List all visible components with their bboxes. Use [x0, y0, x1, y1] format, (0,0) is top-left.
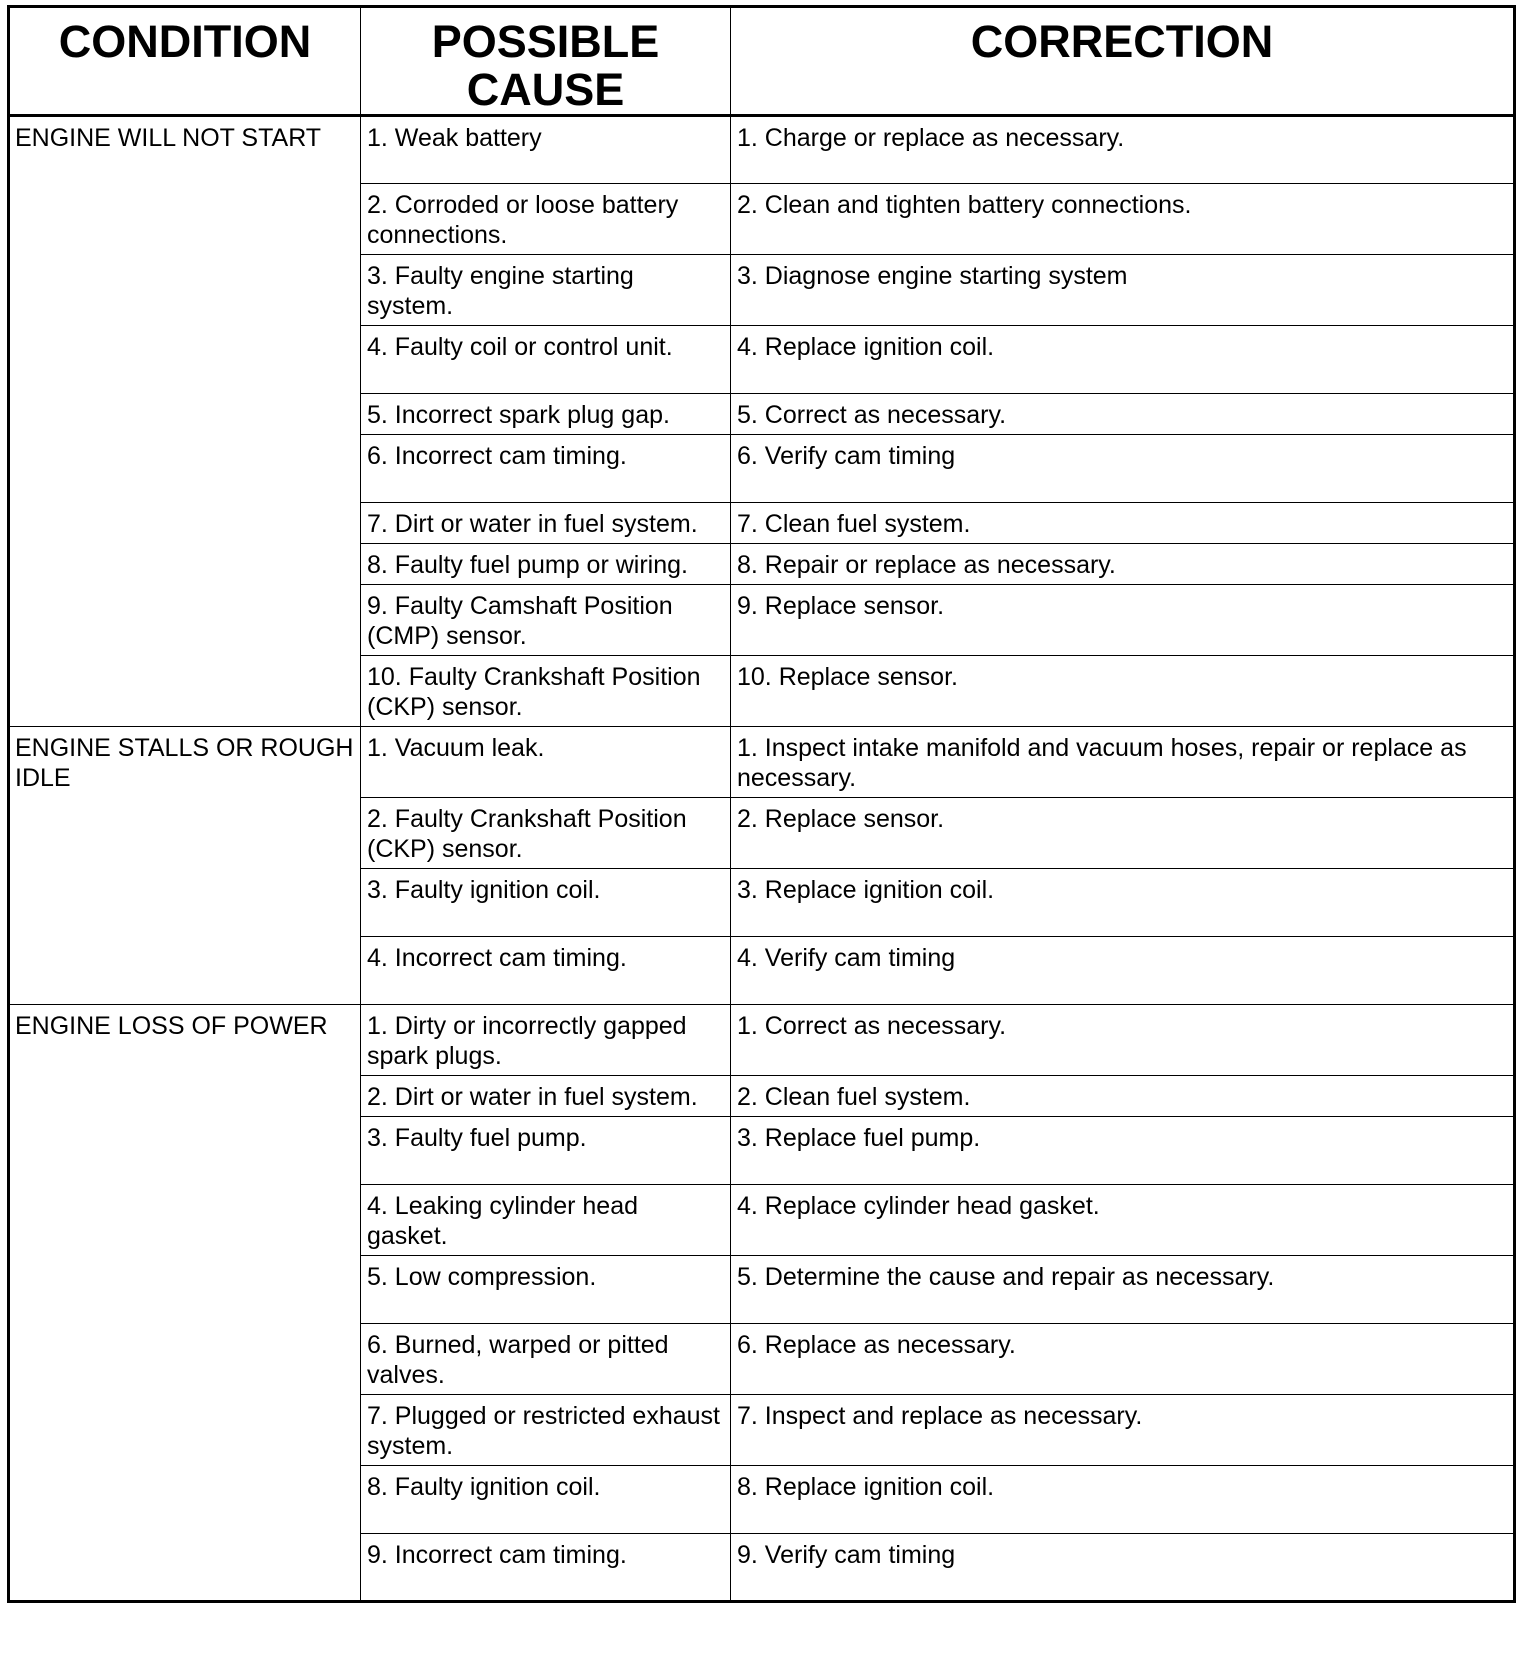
correction-cell: 2. Clean and tighten battery connections.	[731, 184, 1515, 255]
possible-cause-cell: 9. Incorrect cam timing.	[361, 1534, 731, 1602]
condition-cell: ENGINE STALLS OR ROUGH IDLE	[9, 727, 361, 1005]
possible-cause-cell: 4. Incorrect cam timing.	[361, 937, 731, 1005]
header-possible-cause: POSSIBLE CAUSE	[361, 7, 731, 116]
possible-cause-cell: 3. Faulty fuel pump.	[361, 1117, 731, 1185]
correction-cell: 6. Replace as necessary.	[731, 1324, 1515, 1395]
correction-cell: 8. Repair or replace as necessary.	[731, 544, 1515, 585]
table-row	[9, 1005, 1515, 1076]
possible-cause-cell: 1. Weak battery	[361, 116, 731, 184]
header-correction: CORRECTION	[731, 7, 1515, 116]
possible-cause-cell: 8. Faulty fuel pump or wiring.	[361, 544, 731, 585]
condition-cell: ENGINE WILL NOT START	[9, 116, 361, 727]
table-row	[9, 727, 1515, 798]
correction-cell: 2. Clean fuel system.	[731, 1076, 1515, 1117]
correction-cell: 4. Replace ignition coil.	[731, 326, 1515, 394]
correction-cell: 2. Replace sensor.	[731, 798, 1515, 869]
correction-cell: 6. Verify cam timing	[731, 435, 1515, 503]
correction-cell: 7. Inspect and replace as necessary.	[731, 1395, 1515, 1466]
possible-cause-cell: 6. Burned, warped or pitted valves.	[361, 1324, 731, 1395]
correction-cell: 3. Replace ignition coil.	[731, 869, 1515, 937]
possible-cause-cell: 5. Low compression.	[361, 1256, 731, 1324]
possible-cause-cell: 9. Faulty Camshaft Position (CMP) sensor.	[361, 585, 731, 656]
possible-cause-cell: 2. Corroded or loose battery connections.	[361, 184, 731, 255]
correction-cell: 10. Replace sensor.	[731, 656, 1515, 727]
correction-cell: 1. Charge or replace as necessary.	[731, 116, 1515, 184]
correction-cell: 1. Correct as necessary.	[731, 1005, 1515, 1076]
header-condition: CONDITION	[9, 7, 361, 116]
correction-cell: 9. Verify cam timing	[731, 1534, 1515, 1602]
correction-cell: 4. Verify cam timing	[731, 937, 1515, 1005]
header-row	[9, 7, 1515, 116]
correction-cell: 3. Diagnose engine starting system	[731, 255, 1515, 326]
possible-cause-cell: 2. Dirt or water in fuel system.	[361, 1076, 731, 1117]
possible-cause-cell: 8. Faulty ignition coil.	[361, 1466, 731, 1534]
possible-cause-cell: 7. Plugged or restricted exhaust system.	[361, 1395, 731, 1466]
correction-cell: 3. Replace fuel pump.	[731, 1117, 1515, 1185]
correction-cell: 5. Correct as necessary.	[731, 394, 1515, 435]
possible-cause-cell: 10. Faulty Crankshaft Position (CKP) sensor.	[361, 656, 731, 727]
correction-cell: 1. Inspect intake manifold and vacuum hoses, repair or replace as necessary.	[731, 727, 1515, 798]
diagnosis-table	[7, 5, 1516, 1603]
condition-cell: ENGINE LOSS OF POWER	[9, 1005, 361, 1602]
table-body	[9, 116, 1515, 1602]
table-row	[9, 116, 1515, 184]
correction-cell: 7. Clean fuel system.	[731, 503, 1515, 544]
possible-cause-cell: 1. Vacuum leak.	[361, 727, 731, 798]
possible-cause-cell: 2. Faulty Crankshaft Position (CKP) sensor.	[361, 798, 731, 869]
correction-cell: 4. Replace cylinder head gasket.	[731, 1185, 1515, 1256]
correction-cell: 9. Replace sensor.	[731, 585, 1515, 656]
possible-cause-cell: 4. Faulty coil or control unit.	[361, 326, 731, 394]
possible-cause-cell: 7. Dirt or water in fuel system.	[361, 503, 731, 544]
possible-cause-cell: 6. Incorrect cam timing.	[361, 435, 731, 503]
possible-cause-cell: 4. Leaking cylinder head gasket.	[361, 1185, 731, 1256]
correction-cell: 8. Replace ignition coil.	[731, 1466, 1515, 1534]
possible-cause-cell: 5. Incorrect spark plug gap.	[361, 394, 731, 435]
correction-cell: 5. Determine the cause and repair as necessary.	[731, 1256, 1515, 1324]
possible-cause-cell: 3. Faulty ignition coil.	[361, 869, 731, 937]
possible-cause-cell: 1. Dirty or incorrectly gapped spark plugs.	[361, 1005, 731, 1076]
possible-cause-cell: 3. Faulty engine starting system.	[361, 255, 731, 326]
